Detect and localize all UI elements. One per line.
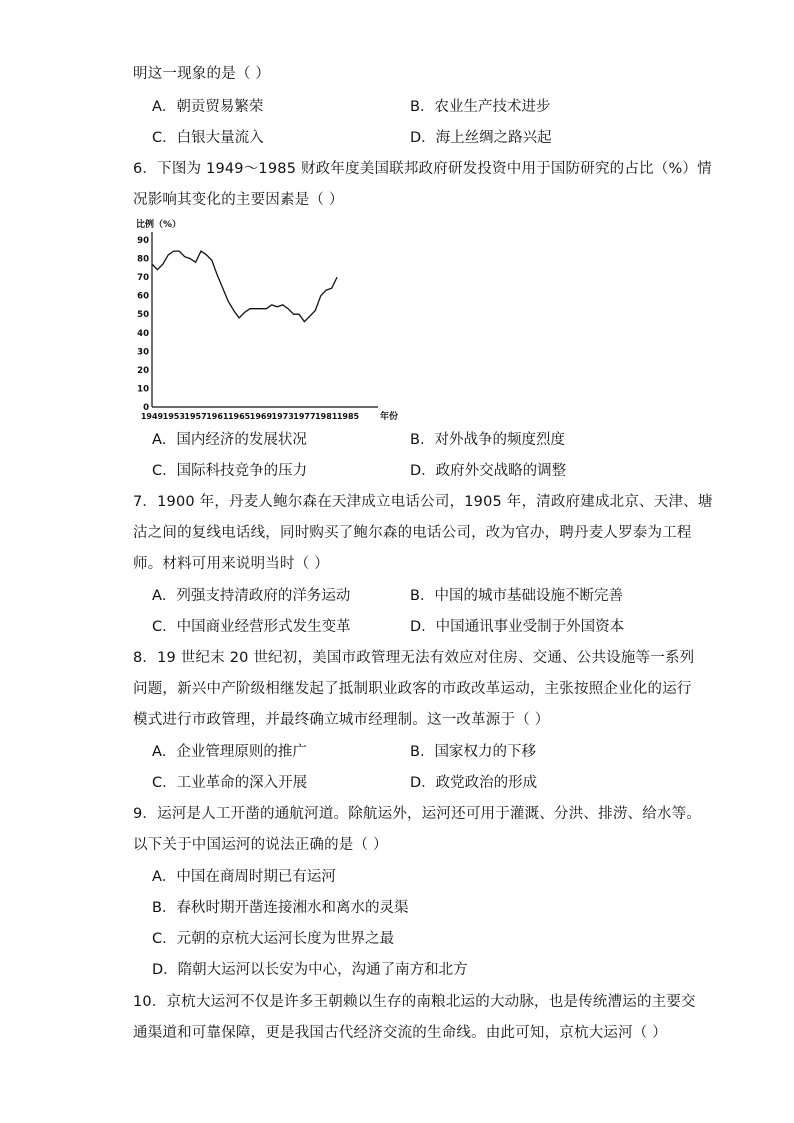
chart-x-tick-label: 1965 — [227, 412, 251, 421]
q8-stem-line-3: 模式进行市政管理，并最终确立城市经理制。这一改革源于（ ） — [133, 712, 550, 728]
q5-stem-tail: 明这一现象的是（ ） — [133, 66, 271, 82]
chart-y-tick-label: 10 — [137, 384, 149, 395]
defense-rd-share-chart — [130, 212, 410, 424]
q6-stem-line-2: 况影响其变化的主要因素是（ ） — [133, 192, 344, 208]
q7-option-a[interactable]: A．列强支持清政府的洋务运动 — [152, 588, 351, 604]
chart-x-tick-label: 1949 — [140, 412, 164, 421]
q10-stem-line-2: 通渠道和可靠保障，更是我国古代经济交流的生命线。由此可知，京杭大运河（ ） — [133, 1025, 668, 1041]
q6-option-a[interactable]: A．国内经济的发展状况 — [152, 432, 307, 448]
chart-y-tick-label: 20 — [137, 365, 149, 376]
q9-stem-line-1: 9．运河是人工开凿的通航河道。除航运外，运河还可用于灌溉、分洪、排涝、给水等。 — [133, 806, 702, 822]
q8-option-d[interactable]: D．政党政治的形成 — [410, 775, 538, 791]
q9-option-a[interactable]: A．中国在商周时期已有运河 — [152, 869, 336, 885]
chart-x-tick-label: 1961 — [206, 412, 229, 421]
chart-y-tick-label: 50 — [137, 310, 149, 321]
q8-stem-line-1: 8．19 世纪末 20 世纪初，美国市政管理无法有效应对住房、交通、公共设施等一系列 — [133, 650, 695, 666]
q6-option-c[interactable]: C．国际科技竞争的压力 — [152, 463, 308, 479]
chart-x-tick-label: 1985 — [336, 412, 360, 421]
q7-stem-line-1: 7．1900 年，丹麦人鲍尔森在天津成立电话公司，1905 年，清政府建成北京、天津、塘 — [133, 494, 713, 510]
q9-option-b[interactable]: B．春秋时期开凿连接湘水和离水的灵渠 — [152, 900, 409, 916]
chart-y-tick-label: 60 — [137, 291, 149, 302]
q5-option-b[interactable]: B．农业生产技术进步 — [410, 99, 551, 115]
chart-xlabel: 年份 — [380, 412, 399, 422]
chart-x-tick-label: 1969 — [249, 412, 273, 421]
chart-x-tick-label: 1973 — [271, 412, 294, 421]
q9-option-d[interactable]: D．隋朝大运河以长安为中心，沟通了南方和北方 — [152, 962, 468, 978]
q6-option-d[interactable]: D．政府外交战略的调整 — [410, 463, 567, 479]
q10-stem-line-1: 10．京杭大运河不仅是许多王朝赖以生存的南粮北运的大动脉，也是传统漕运的主要交 — [133, 994, 696, 1010]
q9-option-c[interactable]: C．元朝的京杭大运河长度为世界之最 — [152, 931, 395, 947]
chart-ylabel: 比例（%） — [136, 220, 182, 230]
q6-stem-line-1: 6．下图为 1949～1985 财政年度美国联邦政府研发投资中用于国防研究的占比（%）情 — [133, 161, 712, 177]
q8-stem-line-2: 问题，新兴中产阶级相继发起了抵制职业政客的市政改革运动，主张按照企业化的运行 — [133, 681, 692, 697]
q8-option-c[interactable]: C．工业革命的深入开展 — [152, 775, 308, 791]
q8-option-b[interactable]: B．国家权力的下移 — [410, 744, 536, 760]
chart-y-tick-label: 80 — [137, 254, 149, 265]
chart-y-tick-label: 70 — [137, 273, 149, 284]
chart-y-tick-label: 30 — [137, 347, 149, 358]
q7-option-c[interactable]: C．中国商业经营形式发生变革 — [152, 619, 351, 635]
chart-x-tick-label: 1953 — [162, 412, 185, 421]
q7-stem-line-2: 沽之间的复线电话线，同时购买了鲍尔森的电话公司，改为官办，聘丹麦人罗泰为工程 — [133, 525, 692, 541]
chart-y-tick-label: 0 — [143, 403, 149, 413]
q8-option-a[interactable]: A．企业管理原则的推广 — [152, 744, 307, 760]
q6-option-b[interactable]: B．对外战争的频度烈度 — [410, 432, 565, 448]
q7-stem-line-3: 师。材料可用来说明当时（ ） — [133, 556, 329, 572]
q9-stem-line-2: 以下关于中国运河的说法正确的是（ ） — [133, 837, 388, 853]
chart-x-tick-label: 1981 — [315, 412, 338, 421]
q7-option-b[interactable]: B．中国的城市基础设施不断完善 — [410, 588, 623, 604]
chart-x-tick-label: 1957 — [184, 412, 207, 421]
chart-y-tick-label: 40 — [137, 328, 149, 339]
chart-series-line — [152, 251, 337, 322]
q5-option-c[interactable]: C．白银大量流入 — [152, 130, 264, 146]
q7-option-d[interactable]: D．中国通讯事业受制于外国资本 — [410, 619, 625, 635]
chart-x-tick-label: 1977 — [293, 412, 316, 421]
q5-option-d[interactable]: D．海上丝绸之路兴起 — [410, 130, 552, 146]
chart-y-tick-label: 90 — [137, 236, 149, 246]
q5-option-a[interactable]: A．朝贡贸易繁荣 — [152, 99, 264, 115]
